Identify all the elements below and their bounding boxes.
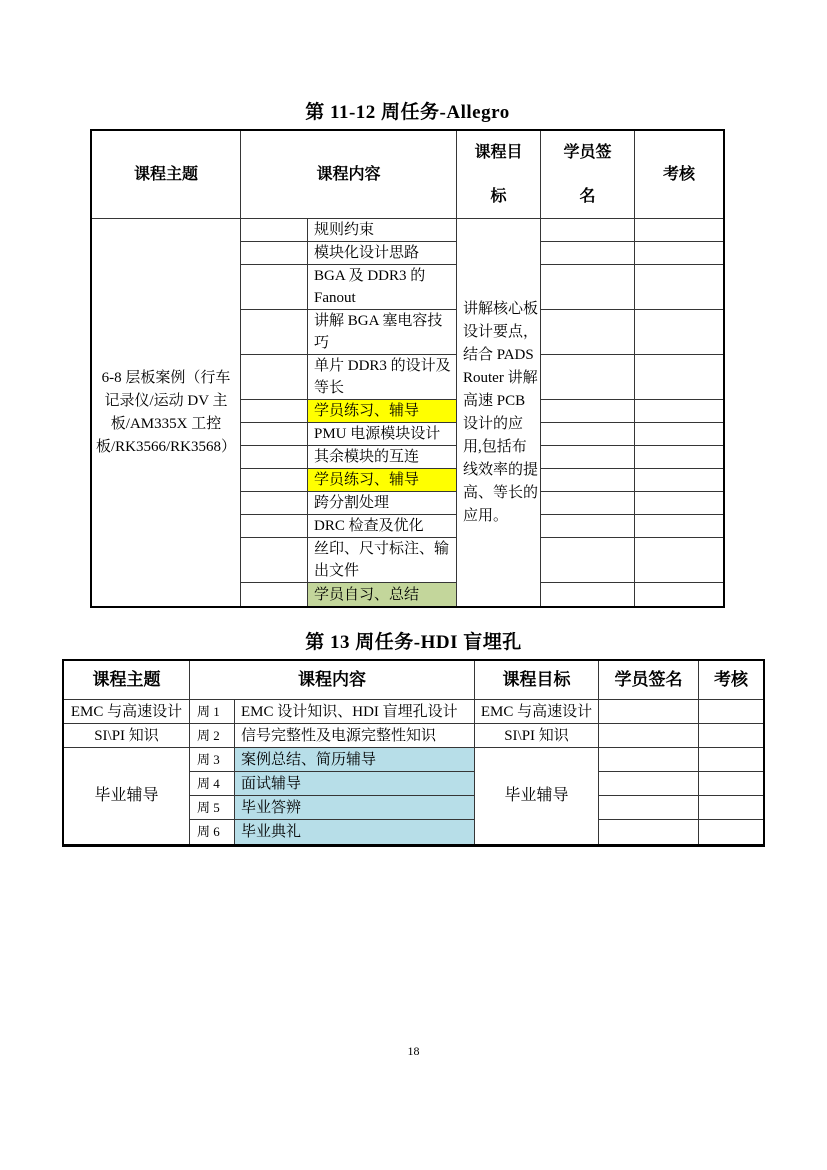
signature-cell [541,469,635,492]
signature-cell [541,446,635,469]
assessment-cell [635,469,723,492]
goal-cell-merged: 毕业辅导 [475,748,599,844]
week13-table [62,659,765,847]
content-cell-highlighted: 面试辅导 [235,772,475,796]
signature-cell [599,796,699,820]
content-cell: 模块化设计思路 [308,242,457,265]
index-cell [241,515,308,538]
content-cell: 跨分割处理 [308,492,457,515]
content-cell: PMU 电源模块设计 [308,423,457,446]
content-cell: 单片 DDR3 的设计及等长 [308,355,457,400]
goal-cell: 讲解核心板设计要点，结合 PADS Router 讲解高速 PCB 设计的应用,包括布线效率的提高、等长的应用。 [457,219,541,606]
topic-cell-merged: 毕业辅导 [64,748,190,844]
assessment-cell [635,219,723,242]
header-goal: 课程目标 [475,661,599,700]
header-topic: 课程主题 [64,661,190,700]
assessment-cell [635,355,723,400]
signature-cell [541,583,635,606]
header-assessment: 考核 [635,131,723,219]
week-cell: 周 5 [190,796,235,820]
signature-cell [599,820,699,844]
goal-cell: SI\PI 知识 [475,724,599,748]
signature-cell [541,538,635,583]
week13-section [62,630,765,847]
assessment-cell [699,820,763,844]
content-cell-highlighted: 学员自习、总结 [308,583,457,606]
assessment-cell [635,492,723,515]
content-cell-highlighted: 毕业典礼 [235,820,475,844]
table1-title: 第 11-12 周任务-Allegro [305,102,510,123]
index-cell [241,242,308,265]
table2-title: 第 13 周任务-HDI 盲埋孔 [305,632,522,653]
week11-12-section [90,100,725,608]
index-cell [241,469,308,492]
index-cell [241,423,308,446]
assessment-cell [635,423,723,446]
topic-cell: 6-8 层板案例（行车记录仪/运动 DV 主板/AM335X 工控板/RK3566/RK3568） [92,219,241,606]
content-cell: EMC 设计知识、HDI 盲埋孔设计 [235,700,475,724]
header-signature: 学员签名 [599,661,699,700]
assessment-cell [635,310,723,355]
signature-cell [541,219,635,242]
signature-cell [541,423,635,446]
page-number: 18 [407,1044,420,1058]
content-cell-highlighted: 学员练习、辅导 [308,400,457,423]
content-cell: 信号完整性及电源完整性知识 [235,724,475,748]
header-content: 课程内容 [241,131,457,219]
week-cell: 周 3 [190,748,235,772]
index-cell [241,219,308,242]
signature-cell [599,772,699,796]
content-cell-highlighted: 案例总结、简历辅导 [235,748,475,772]
week-cell: 周 1 [190,700,235,724]
header-content: 课程内容 [190,661,475,700]
assessment-cell [635,538,723,583]
week-cell: 周 4 [190,772,235,796]
header-topic: 课程主题 [92,131,241,219]
assessment-cell [699,772,763,796]
assessment-cell [635,265,723,310]
assessment-cell [635,446,723,469]
assessment-cell [635,583,723,606]
assessment-cell [635,400,723,423]
index-cell [241,538,308,583]
signature-cell [541,242,635,265]
content-cell: 规则约束 [308,219,457,242]
content-cell-highlighted: 毕业答辨 [235,796,475,820]
signature-cell [541,265,635,310]
index-cell [241,446,308,469]
week11-12-table [90,129,725,608]
content-cell: DRC 检查及优化 [308,515,457,538]
assessment-cell [699,724,763,748]
signature-cell [541,310,635,355]
assessment-cell [635,515,723,538]
week-cell: 周 2 [190,724,235,748]
assessment-cell [699,700,763,724]
topic-cell: SI\PI 知识 [64,724,190,748]
signature-cell [541,400,635,423]
content-cell: 其余模块的互连 [308,446,457,469]
signature-cell [541,492,635,515]
index-cell [241,492,308,515]
signature-cell [541,355,635,400]
header-assessment: 考核 [699,661,763,700]
index-cell [241,583,308,606]
content-cell: BGA 及 DDR3 的 Fanout [308,265,457,310]
index-cell [241,265,308,310]
goal-cell: EMC 与高速设计 [475,700,599,724]
signature-cell [599,700,699,724]
signature-cell [599,724,699,748]
index-cell [241,310,308,355]
index-cell [241,355,308,400]
content-cell-highlighted: 学员练习、辅导 [308,469,457,492]
assessment-cell [699,748,763,772]
index-cell [241,400,308,423]
header-signature: 学员签名 [541,131,635,219]
assessment-cell [635,242,723,265]
signature-cell [541,515,635,538]
signature-cell [599,748,699,772]
assessment-cell [699,796,763,820]
header-goal: 课程目标 [457,131,541,219]
topic-cell: EMC 与高速设计 [64,700,190,724]
week-cell: 周 6 [190,820,235,844]
content-cell: 丝印、尺寸标注、输出文件 [308,538,457,583]
content-cell: 讲解 BGA 塞电容技巧 [308,310,457,355]
